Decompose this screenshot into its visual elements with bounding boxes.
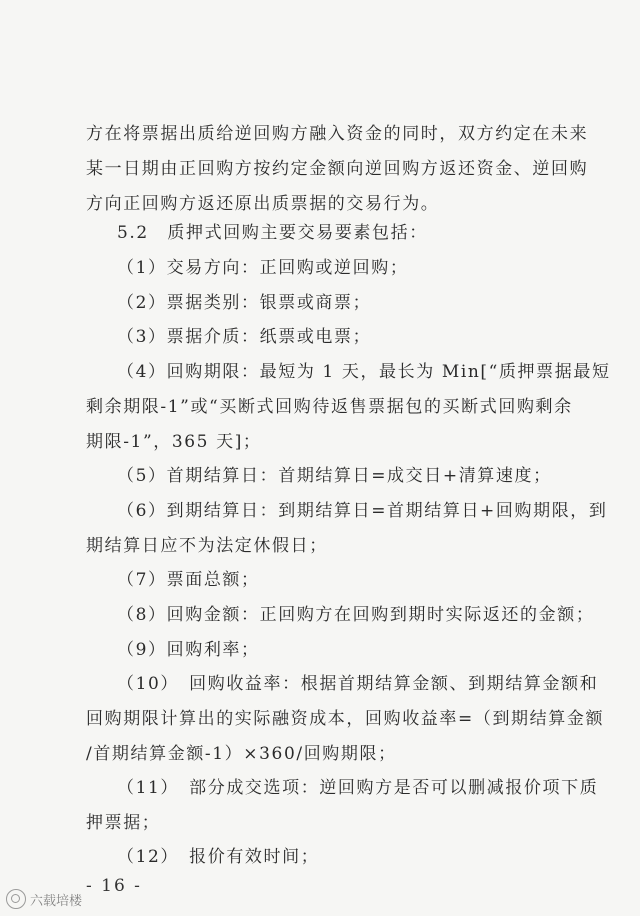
text-line-1: 方在将票据出质给逆回购方融入资金的同时，双方约定在未来: [86, 124, 589, 144]
list-item-7: （7）票面总额；: [117, 570, 260, 590]
list-item-6-cont: 期结算日应不为法定休假日；: [86, 536, 328, 556]
watermark-logo-icon: [6, 889, 26, 909]
text-line-3: 方向正回购方返还原出质票据的交易行为。: [86, 194, 440, 214]
list-item-2: （2）票据类别：银票或商票；: [117, 293, 372, 313]
list-item-5: （5）首期结算日：首期结算日=成交日+清算速度；: [117, 466, 552, 486]
list-item-4: （4）回购期限：最短为 1 天，最长为 Min[“质押票据最短: [117, 362, 611, 382]
list-item-10: （10） 回购收益率：根据首期结算金额、到期结算金额和: [117, 674, 599, 694]
list-item-8: （8）回购金额：正回购方在回购到期时实际返还的金额；: [117, 605, 595, 625]
list-item-3: （3）票据介质：纸票或电票；: [117, 327, 372, 347]
list-item-9: （9）回购利率；: [117, 640, 260, 660]
list-item-12: （12） 报价有效时间；: [117, 847, 320, 867]
watermark: [6, 889, 82, 909]
list-item-6: （6）到期结算日：到期结算日=首期结算日+回购期限，到: [117, 501, 608, 521]
list-item-11-cont: 押票据；: [86, 813, 161, 833]
text-line-2: 某一日期由正回购方按约定金额向逆回购方返还资金、逆回购: [86, 159, 589, 179]
list-item-11: （11） 部分成交选项：逆回购方是否可以删减报价项下质: [117, 778, 599, 798]
list-item-4-cont-1: 剩余期限-1”或“买断式回购待返售票据包的买断式回购剩余: [86, 397, 573, 417]
section-heading-5-2: 5.2 质押式回购主要交易要素包括：: [117, 223, 428, 243]
list-item-1: （1）交易方向：正回购或逆回购；: [117, 258, 409, 278]
page-number: - 16 -: [86, 876, 142, 896]
list-item-10-cont-1: 回购期限计算出的实际融资成本，回购收益率=（到期结算金额: [86, 709, 605, 729]
list-item-10-cont-2: /首期结算金额-1）×360/回购期限；: [86, 744, 397, 764]
watermark-text: 六载培楼: [30, 893, 83, 909]
list-item-4-cont-2: 期限-1”，365 天]；: [86, 432, 262, 452]
